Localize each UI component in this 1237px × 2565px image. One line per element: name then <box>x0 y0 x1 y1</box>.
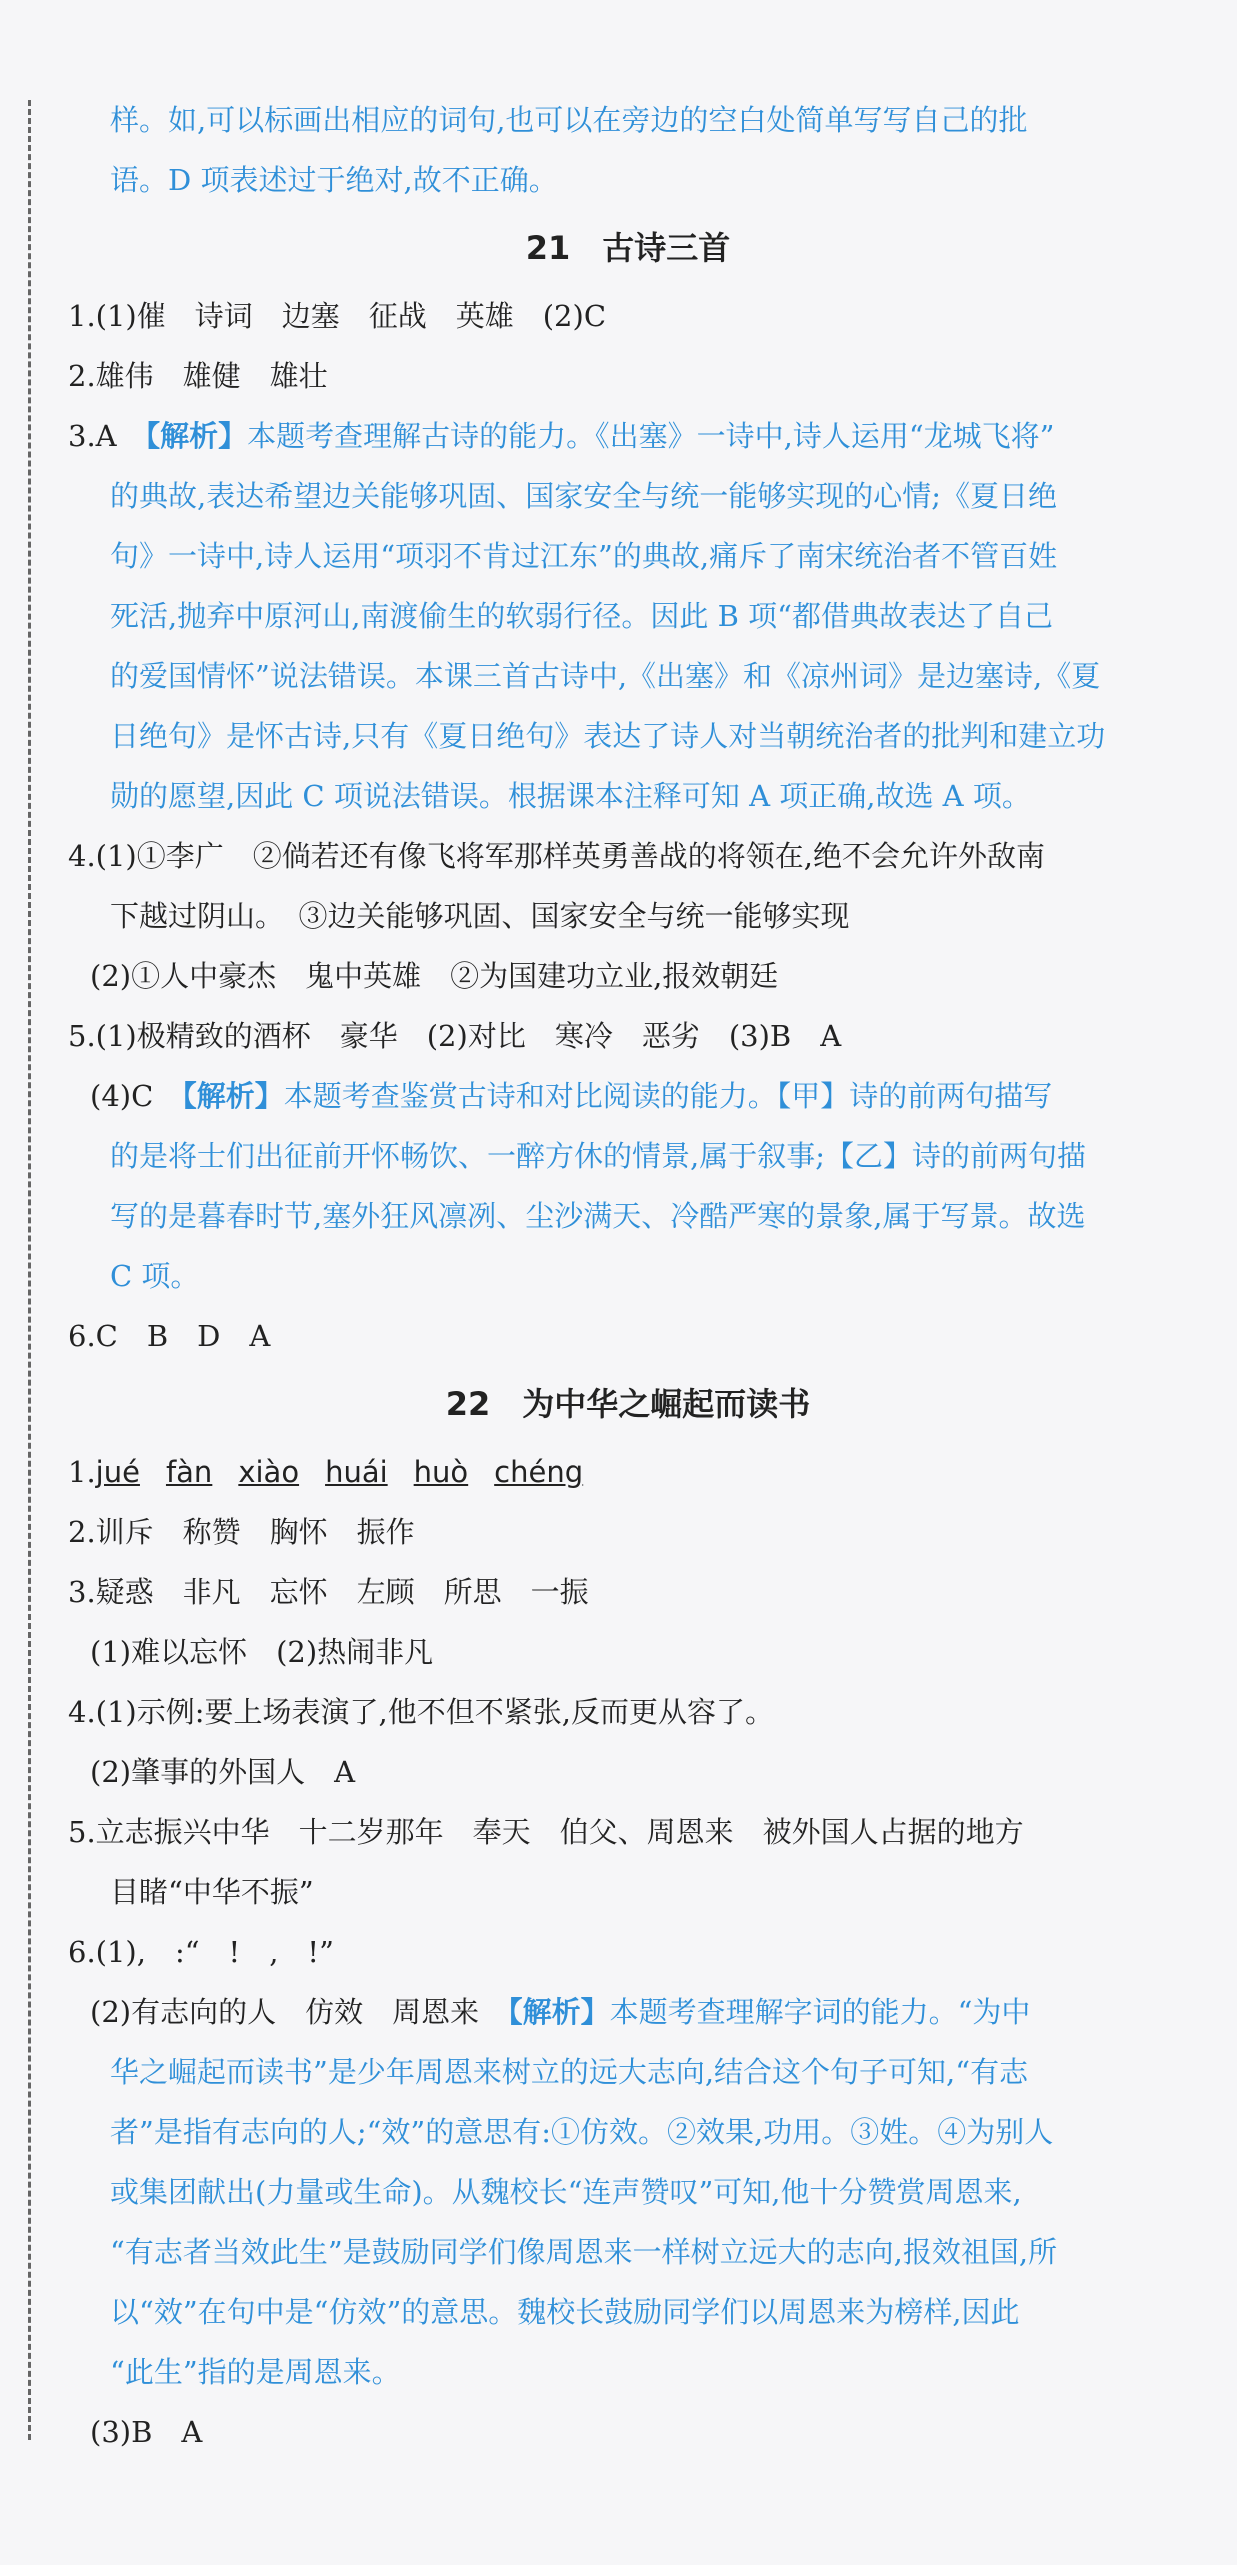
s21-q3-line: 勋的愿望,因此 C 项说法错误。根据课本注释可知 A 项正确,故选 A 项。 <box>110 779 1031 813</box>
intro-line-2: 语。D 项表述过于绝对,故不正确。 <box>110 163 558 197</box>
section-title-text: 古诗三首 <box>602 229 731 267</box>
s22-q4: 4.(1)示例:要上场表演了,他不但不紧张,反而更从容了。 <box>68 1695 774 1729</box>
s21-q4-line: 下越过阴山。 ③边关能够巩固、国家安全与统一能够实现 <box>110 899 850 933</box>
section-title-text: 为中华之崛起而读书 <box>522 1385 811 1423</box>
intro-line-1: 样。如,可以标画出相应的词句,也可以在旁边的空白处简单写写自己的批 <box>110 103 1028 137</box>
answer-prefix: 3.A <box>68 419 146 453</box>
pinyin-answer: jué <box>95 1455 140 1489</box>
analysis-tag: 【解析】 <box>145 419 248 453</box>
s22-q6-line: 者”是指有志向的人;“效”的意思有:①仿效。②效果,功用。③姓。④为别人 <box>110 2115 1054 2149</box>
s22-q6-analysis <box>68 1982 1188 2042</box>
s22-q2: 2.训斥 称赞 胸怀 振作 <box>68 1515 415 1549</box>
pinyin-answer: huò <box>413 1455 469 1489</box>
s21-q5: 5.(1)极精致的酒杯 豪华 (2)对比 寒冷 恶劣 (3)B A <box>68 1019 842 1053</box>
s22-q6-line: (3)B A <box>90 2415 203 2449</box>
s21-q2: 2.雄伟 雄健 雄壮 <box>68 359 328 393</box>
answer-prefix: (2)有志向的人 仿效 周恩来 <box>90 1995 509 2029</box>
s21-q3-line: 的爱国情怀”说法错误。本课三首古诗中,《出塞》和《凉州词》是边塞诗,《夏 <box>110 659 1101 693</box>
s21-q3-line: 的典故,表达希望边关能够巩固、国家安全与统一能够实现的心情;《夏日绝 <box>110 479 1057 513</box>
section-22-title <box>68 1366 1188 1442</box>
analysis-text: 本题考查理解字词的能力。“为中 <box>609 1995 1031 2029</box>
margin-dashed-line <box>28 100 31 2440</box>
answer-page <box>68 90 1188 2462</box>
s21-q1: 1.(1)催 诗词 边塞 征战 英雄 (2)C <box>68 299 607 333</box>
s22-q3: 3.疑惑 非凡 忘怀 左顾 所思 一振 <box>68 1575 589 1609</box>
s21-q3-line: 日绝句》是怀古诗,只有《夏日绝句》表达了诗人对当朝统治者的批判和建立功 <box>110 719 1106 753</box>
s21-q5-line: 的是将士们出征前开怀畅饮、一醉方休的情景,属于叙事;【乙】诗的前两句描 <box>110 1139 1086 1173</box>
analysis-text: 本题考查鉴赏古诗和对比阅读的能力。【甲】诗的前两句描写 <box>283 1079 1053 1113</box>
section-number: 22 <box>445 1385 491 1423</box>
s22-q3-line: (1)难以忘怀 (2)热闹非凡 <box>90 1635 434 1669</box>
analysis-text: 本题考查理解古诗的能力。《出塞》一诗中,诗人运用“龙城飞将” <box>247 419 1055 453</box>
s21-q3-line: 死活,抛弃中原河山,南渡偷生的软弱行径。因此 B 项“都借典故表达了自己 <box>110 599 1054 633</box>
s22-q6-line: “此生”指的是周恩来。 <box>110 2355 401 2389</box>
pinyin-answer: fàn <box>165 1455 213 1489</box>
s21-q5-line: 写的是暮春时节,塞外狂风凛冽、尘沙满天、冷酷严寒的景象,属于写景。故选 <box>110 1199 1086 1233</box>
s22-q6-line: 华之崛起而读书”是少年周恩来树立的远大志向,结合这个句子可知,“有志 <box>110 2055 1029 2089</box>
s21-q3-line: 句》一诗中,诗人运用“项羽不肯过江东”的典故,痛斥了南宋统治者不管百姓 <box>110 539 1058 573</box>
section-number: 21 <box>525 229 571 267</box>
s22-q4-line: (2)肇事的外国人 A <box>90 1755 356 1789</box>
s21-q5-line: C 项。 <box>110 1259 200 1293</box>
s22-q6-line: 以“效”在句中是“仿效”的意思。魏校长鼓励同学们以周恩来为榜样,因此 <box>110 2295 1020 2329</box>
answer-prefix: (4)C <box>90 1079 183 1113</box>
s22-q5-line: 目睹“中华不振” <box>110 1875 314 1909</box>
analysis-tag: 【解析】 <box>182 1079 284 1113</box>
s22-q6-line: “有志者当效此生”是鼓励同学们像周恩来一样树立远大的志向,报效祖国,所 <box>110 2235 1058 2269</box>
pinyin-answer: xiào <box>238 1455 300 1489</box>
s21-q4-line: (2)①人中豪杰 鬼中英雄 ②为国建功立业,报效朝廷 <box>90 959 779 993</box>
s21-q3 <box>68 406 1188 466</box>
s21-q5-analysis <box>68 1066 1188 1126</box>
section-21-title <box>68 210 1188 286</box>
pinyin-answer: huái <box>325 1455 388 1489</box>
answer-prefix: 1. <box>68 1455 96 1489</box>
pinyin-answer: chéng <box>494 1455 584 1489</box>
s22-q5: 5.立志振兴中华 十二岁那年 奉天 伯父、周恩来 被外国人占据的地方 <box>68 1815 1024 1849</box>
s21-q6: 6.C B D A <box>68 1319 271 1353</box>
s22-q6-line: 或集团献出(力量或生命)。从魏校长“连声赞叹”可知,他十分赞赏周恩来, <box>110 2175 1022 2209</box>
s22-q6: 6.(1), :“ ! , !” <box>68 1935 334 1969</box>
s22-q1-pinyin <box>68 1442 1188 1502</box>
s21-q4: 4.(1)①李广 ②倘若还有像飞将军那样英勇善战的将领在,绝不会允许外敌南 <box>68 839 1045 873</box>
analysis-tag: 【解析】 <box>508 1995 610 2029</box>
